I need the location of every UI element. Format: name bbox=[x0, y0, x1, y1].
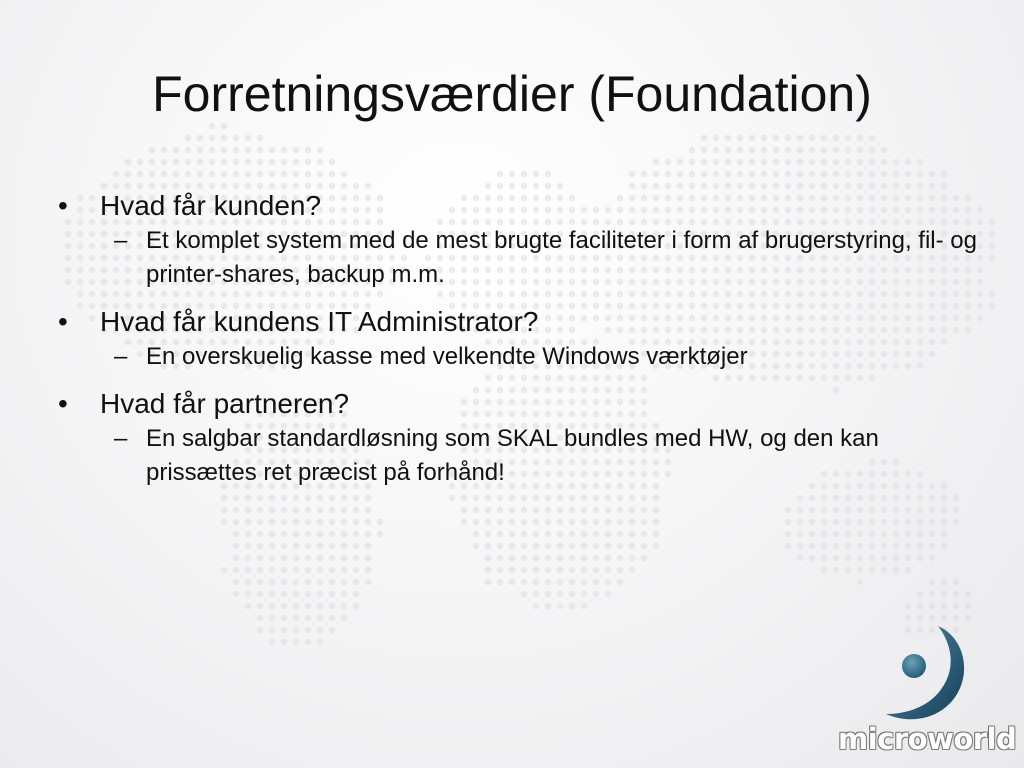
bullet-item bbox=[58, 386, 978, 422]
sub-bullet-text: Et komplet system med de mest brugte faciliteter i form af brugerstyring, fil- og printer-shares, backup m.m. bbox=[146, 227, 977, 288]
bullet-marker: • bbox=[58, 190, 68, 221]
slide-title: Forretningsværdier (Foundation) bbox=[152, 66, 872, 122]
bullet-item bbox=[58, 304, 978, 340]
bullet-text: Hvad får kundens IT Administrator? bbox=[100, 306, 539, 337]
bullet-marker: • bbox=[58, 306, 68, 337]
dash-marker: – bbox=[114, 227, 128, 254]
logo-mark-icon bbox=[878, 618, 978, 728]
dash-marker: – bbox=[114, 343, 128, 370]
bullet-list bbox=[58, 188, 978, 490]
dash-marker: – bbox=[114, 425, 128, 452]
sub-bullet-item bbox=[114, 422, 978, 490]
bullet-item bbox=[58, 188, 978, 224]
bullet-text: Hvad får partneren? bbox=[100, 388, 350, 419]
sub-bullet-item bbox=[114, 224, 978, 292]
bullet-text: Hvad får kunden? bbox=[100, 190, 322, 221]
sub-bullet-item bbox=[114, 340, 978, 374]
bullet-marker: • bbox=[58, 388, 68, 419]
sub-bullet-text: En salgbar standardløsning som SKAL bundles med HW, og den kan prissættes ret præcist på forhånd! bbox=[146, 425, 879, 486]
logo-wordmark: microworld bbox=[838, 722, 1017, 756]
microworld-logo bbox=[838, 618, 1017, 763]
sub-bullet-text: En overskuelig kasse med velkendte Windows værktøjer bbox=[146, 343, 748, 370]
